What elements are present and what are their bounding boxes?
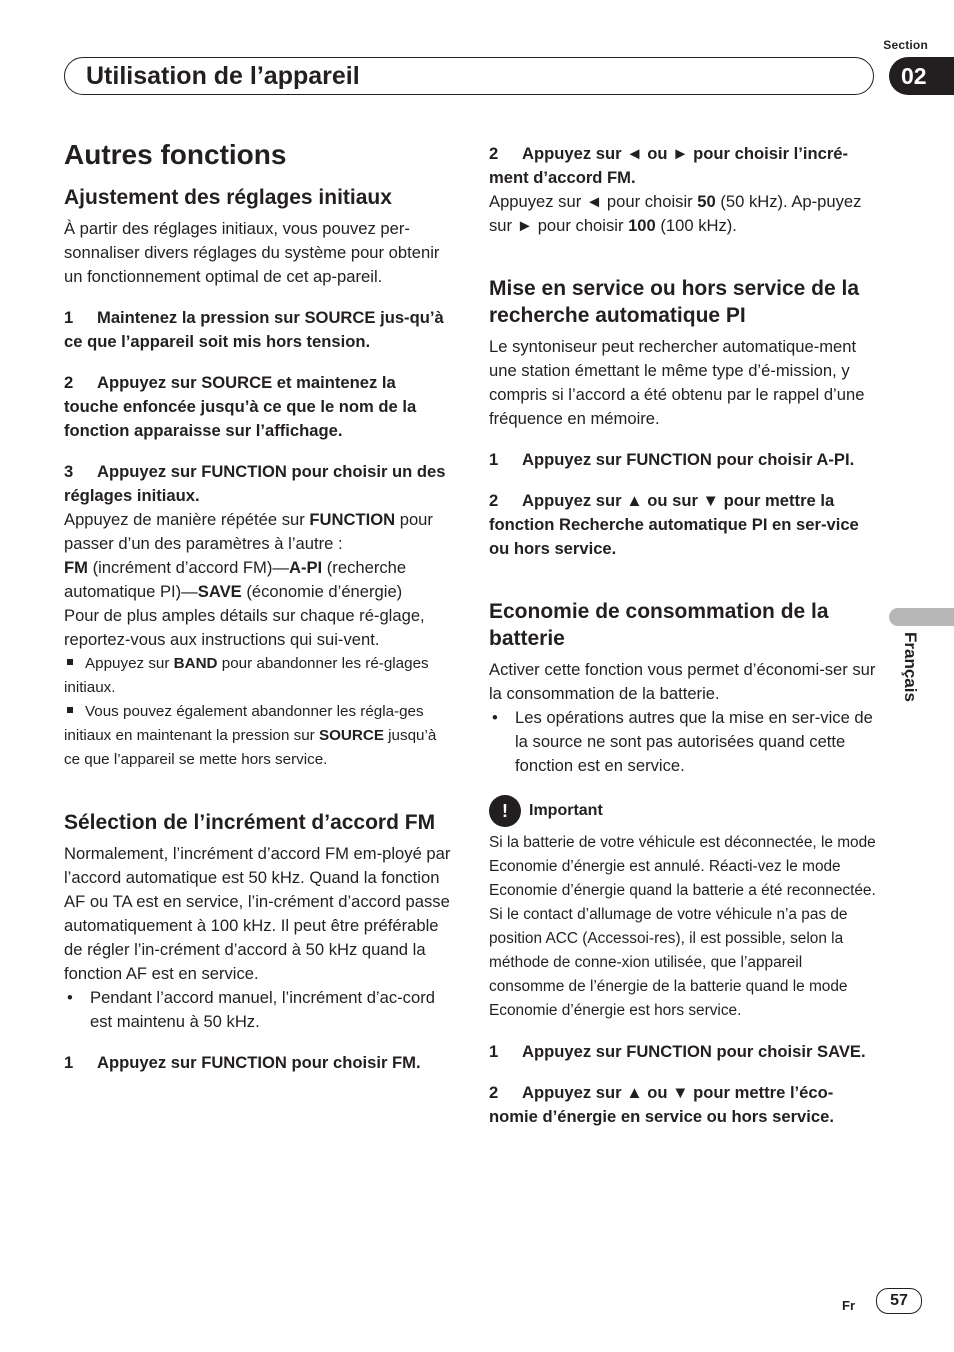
note-keyword: BAND xyxy=(173,655,218,672)
detail-text: (50 kHz). Ap-puyez sur ► pour choisir xyxy=(489,192,862,235)
bullet-icon: • xyxy=(67,988,73,1007)
note-keyword: SOURCE xyxy=(318,727,384,744)
step-text: Appuyez sur FUNCTION pour choisir A-PI. xyxy=(522,450,855,469)
important-text: Si la batterie de votre véhicule est déconnectée, le mode Economie d’énergie est annulé. Réacti-vez le mode Economie d’énergie quand la batterie a été reconnectée. Si le contact d’allumage de votre véhicule n’a pas de position ACC (Accessoi-res), il est possible, selon la méthode de conne-xion utilisée, que l’appareil consomme de l’énergie de la batterie quand le mode Economie d’énergie est hors service. xyxy=(489,834,876,1019)
option-save: SAVE xyxy=(197,582,242,601)
footer-language-code: Fr xyxy=(842,1298,855,1313)
option-desc: (incrément d’accord FM)— xyxy=(87,558,289,577)
page-number: 57 xyxy=(876,1288,922,1314)
step-item xyxy=(489,1081,881,1129)
note-item xyxy=(64,700,454,772)
important-icon: ! xyxy=(489,795,521,827)
section-label: Section xyxy=(883,38,928,52)
left-column xyxy=(64,138,454,1075)
right-column xyxy=(489,142,881,1129)
step-detail xyxy=(489,190,881,238)
detail-keyword: FUNCTION xyxy=(309,510,396,529)
step-text: Appuyez sur ◄ ou ► pour choisir l’incré-ment d’accord FM. xyxy=(489,144,849,187)
detail-keyword: 50 xyxy=(697,192,716,211)
step-number: 2 xyxy=(64,373,74,392)
detail-text: Appuyez sur ◄ pour choisir xyxy=(489,192,698,211)
bullet-icon: • xyxy=(492,708,498,727)
step-number: 1 xyxy=(489,450,499,469)
option-desc: (économie d’énergie) xyxy=(241,582,403,601)
option-api: A-PI xyxy=(288,558,323,577)
step-text: Appuyez sur ▲ ou sur ▼ pour mettre la fonction Recherche automatique PI en ser-vice ou hors service. xyxy=(489,491,859,558)
step-item xyxy=(64,306,454,354)
bullet-text: Pendant l’accord manuel, l’incrément d’ac-cord est maintenu à 50 kHz. xyxy=(90,988,435,1031)
section-heading-fm-step: Sélection de l’incrément d’accord FM xyxy=(64,811,436,834)
language-tab-marker xyxy=(889,608,954,626)
note-item xyxy=(64,652,454,700)
step-text: Appuyez sur FUNCTION pour choisir FM. xyxy=(97,1053,421,1072)
page-title: Utilisation de l’appareil xyxy=(86,62,360,90)
step-number: 1 xyxy=(64,1053,74,1072)
step-text: Appuyez sur ▲ ou ▼ pour mettre l’éco-nomie d’énergie en service ou hors service. xyxy=(489,1083,834,1126)
bullet-item xyxy=(489,706,881,778)
bullet-item xyxy=(64,986,454,1034)
step-number: 1 xyxy=(489,1042,499,1061)
step-text: Appuyez sur SOURCE et maintenez la touche enfoncée jusqu’à ce que le nom de la fonction apparaisse sur l’affichage. xyxy=(64,373,417,440)
step-text: Appuyez sur FUNCTION pour choisir un des réglages initiaux. xyxy=(64,462,446,505)
square-bullet-icon xyxy=(67,707,73,713)
step-item xyxy=(64,1051,454,1075)
step-number: 1 xyxy=(64,308,74,327)
step-item xyxy=(64,460,454,508)
step-text: Appuyez sur FUNCTION pour choisir SAVE. xyxy=(522,1042,866,1061)
option-fm: FM xyxy=(64,558,88,577)
step-number: 2 xyxy=(489,1083,499,1102)
detail-text: (100 kHz). xyxy=(655,216,737,235)
detail-text: pour passer d’un des paramètres à l’autre : xyxy=(64,510,433,553)
important-label: Important xyxy=(529,802,603,819)
more-details-text: Pour de plus amples détails sur chaque ré-glage, reportez-vous aux instructions qui sui-vent. xyxy=(64,606,425,649)
section-heading-battery-saving: Economie de consommation de la batterie xyxy=(489,600,829,650)
step-item xyxy=(489,489,881,561)
step-number: 2 xyxy=(489,144,499,163)
step-detail xyxy=(64,508,454,604)
note-text: Appuyez sur xyxy=(85,655,174,672)
note-text: pour abandonner les ré-glages initiaux. xyxy=(64,655,429,696)
square-bullet-icon xyxy=(67,659,73,665)
note-text: Vous pouvez également abandonner les régla-ges initiaux en maintenant la pression sur xyxy=(64,703,424,744)
section-heading-initial-settings: Ajustement des réglages initiaux xyxy=(64,186,392,209)
detail-keyword: 100 xyxy=(628,216,656,235)
section-heading-pi-search: Mise en service ou hors service de la recherche automatique PI xyxy=(489,277,860,327)
step-item xyxy=(489,1040,881,1064)
step-item xyxy=(64,371,454,443)
step-number: 2 xyxy=(489,491,499,510)
step-item xyxy=(489,142,881,190)
language-tab-label: Français xyxy=(901,632,920,702)
step-text: Maintenez la pression sur SOURCE jus-qu’à ce que l’appareil soit mis hors tension. xyxy=(64,308,444,351)
step-item xyxy=(489,448,881,472)
bullet-text: Les opérations autres que la mise en ser-vice de la source ne sont pas autorisées quand cette fonction est en service. xyxy=(515,708,873,775)
initial-settings-intro: À partir des réglages initiaux, vous pouvez per-sonnaliser divers réglages du système pour obtenir un fonctionnement optimal de cet ap-pareil. xyxy=(64,219,440,286)
main-heading: Autres fonctions xyxy=(64,139,287,170)
pi-search-intro: Le syntoniseur peut rechercher automatique-ment une station émettant le même type d’é-mission, y compris si l’accord a été obtenu par le rappel d’une fréquence en mémoire. xyxy=(489,337,865,428)
battery-saving-intro: Activer cette fonction vous permet d’économi-ser sur la consommation de la batterie. xyxy=(489,660,876,703)
section-number-badge: 02 xyxy=(889,57,954,95)
option-desc: (recherche automatique PI)— xyxy=(64,558,407,601)
fm-step-intro: Normalement, l’incrément d’accord FM em-ployé par l’accord automatique est 50 kHz. Quand la fonction AF ou TA est en service, l’in-crément d’accord passe automatiquement à 100 kHz. Il peut être préférable de régler l’in-crément d’accord à 50 kHz quand la fonction AF est en service. xyxy=(64,844,451,983)
note-text: jusqu’à ce que l’appareil se mette hors service. xyxy=(64,727,437,768)
important-header xyxy=(489,795,881,827)
detail-text: Appuyez de manière répétée sur xyxy=(64,510,310,529)
step-number: 3 xyxy=(64,462,74,481)
